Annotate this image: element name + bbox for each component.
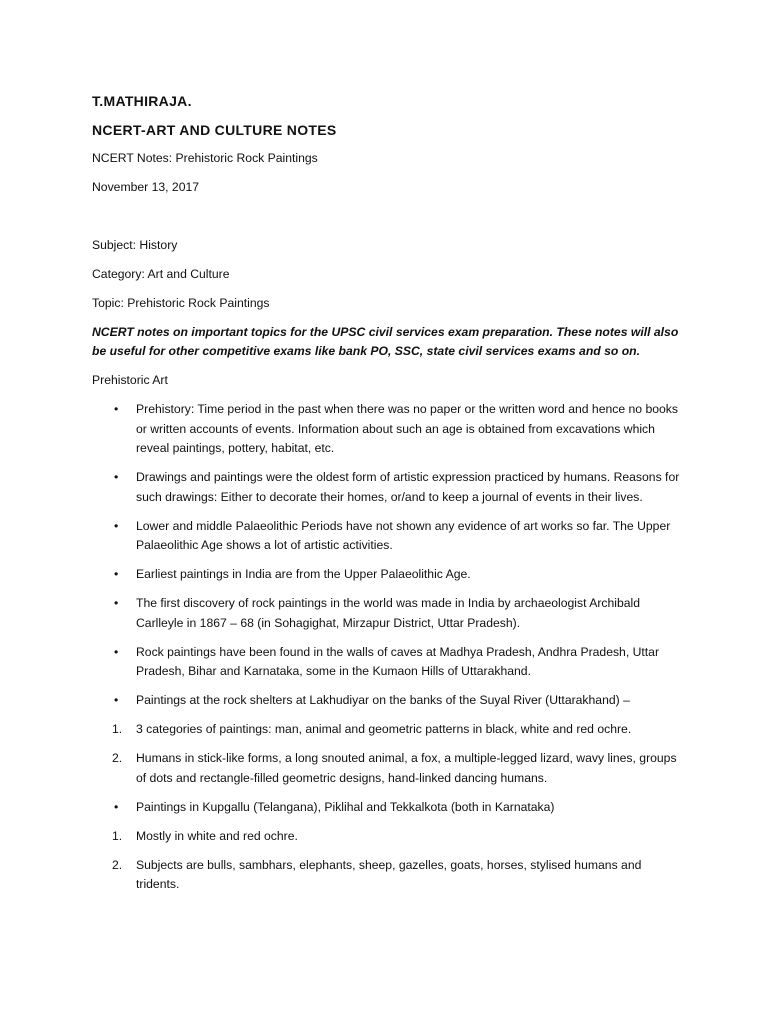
numbered-item [92, 827, 688, 847]
bullet-icon: • [114, 567, 119, 581]
bullet-text: Lower and middle Palaeolithic Periods have not shown any evidence of art works so far. The Upper Palaeolithic Age shows a lot of artistic activities. [136, 518, 671, 552]
category-line: Category: Art and Culture [92, 266, 230, 281]
document-subheading: NCERT Notes: Prehistoric Rock Paintings [92, 151, 318, 165]
bullet-item [92, 798, 688, 818]
item-number: 2. [112, 751, 123, 765]
item-number: 2. [112, 857, 123, 872]
bullet-item [92, 643, 688, 682]
bullet-text: The first discovery of rock paintings in the world was made in India by archaeologist Archibald Carlleyle in 1867 – 68 (in Sohagighat, Mirzapur District, Uttar Pradesh). [136, 596, 641, 630]
bullet-item [92, 594, 688, 633]
bullet-item [92, 565, 688, 585]
bullet-icon: • [114, 693, 119, 707]
numbered-item [92, 856, 688, 895]
bullet-text: Earliest paintings in India are from the Upper Palaeolithic Age. [136, 567, 471, 581]
bullet-icon: • [114, 644, 119, 659]
bullet-text: Drawings and paintings were the oldest form of artistic expression practiced by humans. Reasons for such drawings: Either to decorate their homes, or/and to keep a journal of events in their lives. [136, 470, 680, 504]
intro-paragraph: NCERT notes on important topics for the UPSC civil services exam preparation. These notes will also be useful for other competitive exams like bank PO, SSC, state civil services exams and so on. [92, 324, 679, 358]
numbered-text: Humans in stick-like forms, a long snouted animal, a fox, a multiple-legged lizard, wavy lines, groups of dots and rectangle-filled geometric designs, hand-linked dancing humans. [136, 751, 677, 785]
bullet-item [92, 400, 688, 459]
author-name: T.MATHIRAJA. [92, 93, 192, 109]
bullet-icon: • [114, 518, 119, 533]
bullet-icon: • [114, 799, 119, 814]
numbered-list-kupgallu [92, 827, 688, 895]
bullet-text: Rock paintings have been found in the walls of caves at Madhya Pradesh, Andhra Pradesh, Uttar Pradesh, Bihar and Karnataka, some in the Kumaon Hills of Uttarakhand. [136, 644, 660, 678]
bullet-item [92, 691, 688, 711]
numbered-item [92, 720, 688, 740]
bullet-item [92, 468, 688, 507]
bullet-item [92, 517, 688, 556]
bullet-text: Prehistory: Time period in the past when there was no paper or the written word and hence no books or written accounts of events. Information about such an age is obtained from excavations which reveal paintings, pottery, habitat, etc. [136, 402, 678, 455]
topic-line: Topic: Prehistoric Rock Paintings [92, 295, 270, 310]
section-title: Prehistoric Art [92, 373, 168, 387]
numbered-list-lakhudiyar [92, 720, 688, 788]
numbered-item [92, 749, 688, 788]
bullet-icon: • [114, 596, 119, 610]
bullet-text: Paintings at the rock shelters at Lakhudiyar on the banks of the Suyal River (Uttarakhand) – [136, 693, 630, 707]
document-date: November 13, 2017 [92, 180, 200, 194]
subject-line: Subject: History [92, 237, 178, 252]
document-heading: NCERT-ART AND CULTURE NOTES [92, 121, 337, 138]
bullet-list-kupgallu [92, 798, 688, 818]
item-number: 1. [112, 722, 123, 736]
bullet-icon: • [114, 402, 119, 416]
numbered-text: Subjects are bulls, sambhars, elephants, sheep, gazelles, goats, horses, stylised humans and tridents. [136, 857, 642, 891]
bullet-list [92, 400, 688, 711]
bullet-text: Paintings in Kupgallu (Telangana), Piklihal and Tekkalkota (both in Karnataka) [136, 799, 555, 814]
numbered-text: 3 categories of paintings: man, animal and geometric patterns in black, white and red ochre. [136, 722, 632, 736]
numbered-text: Mostly in white and red ochre. [136, 828, 298, 843]
item-number: 1. [112, 828, 123, 843]
bullet-icon: • [114, 470, 119, 484]
